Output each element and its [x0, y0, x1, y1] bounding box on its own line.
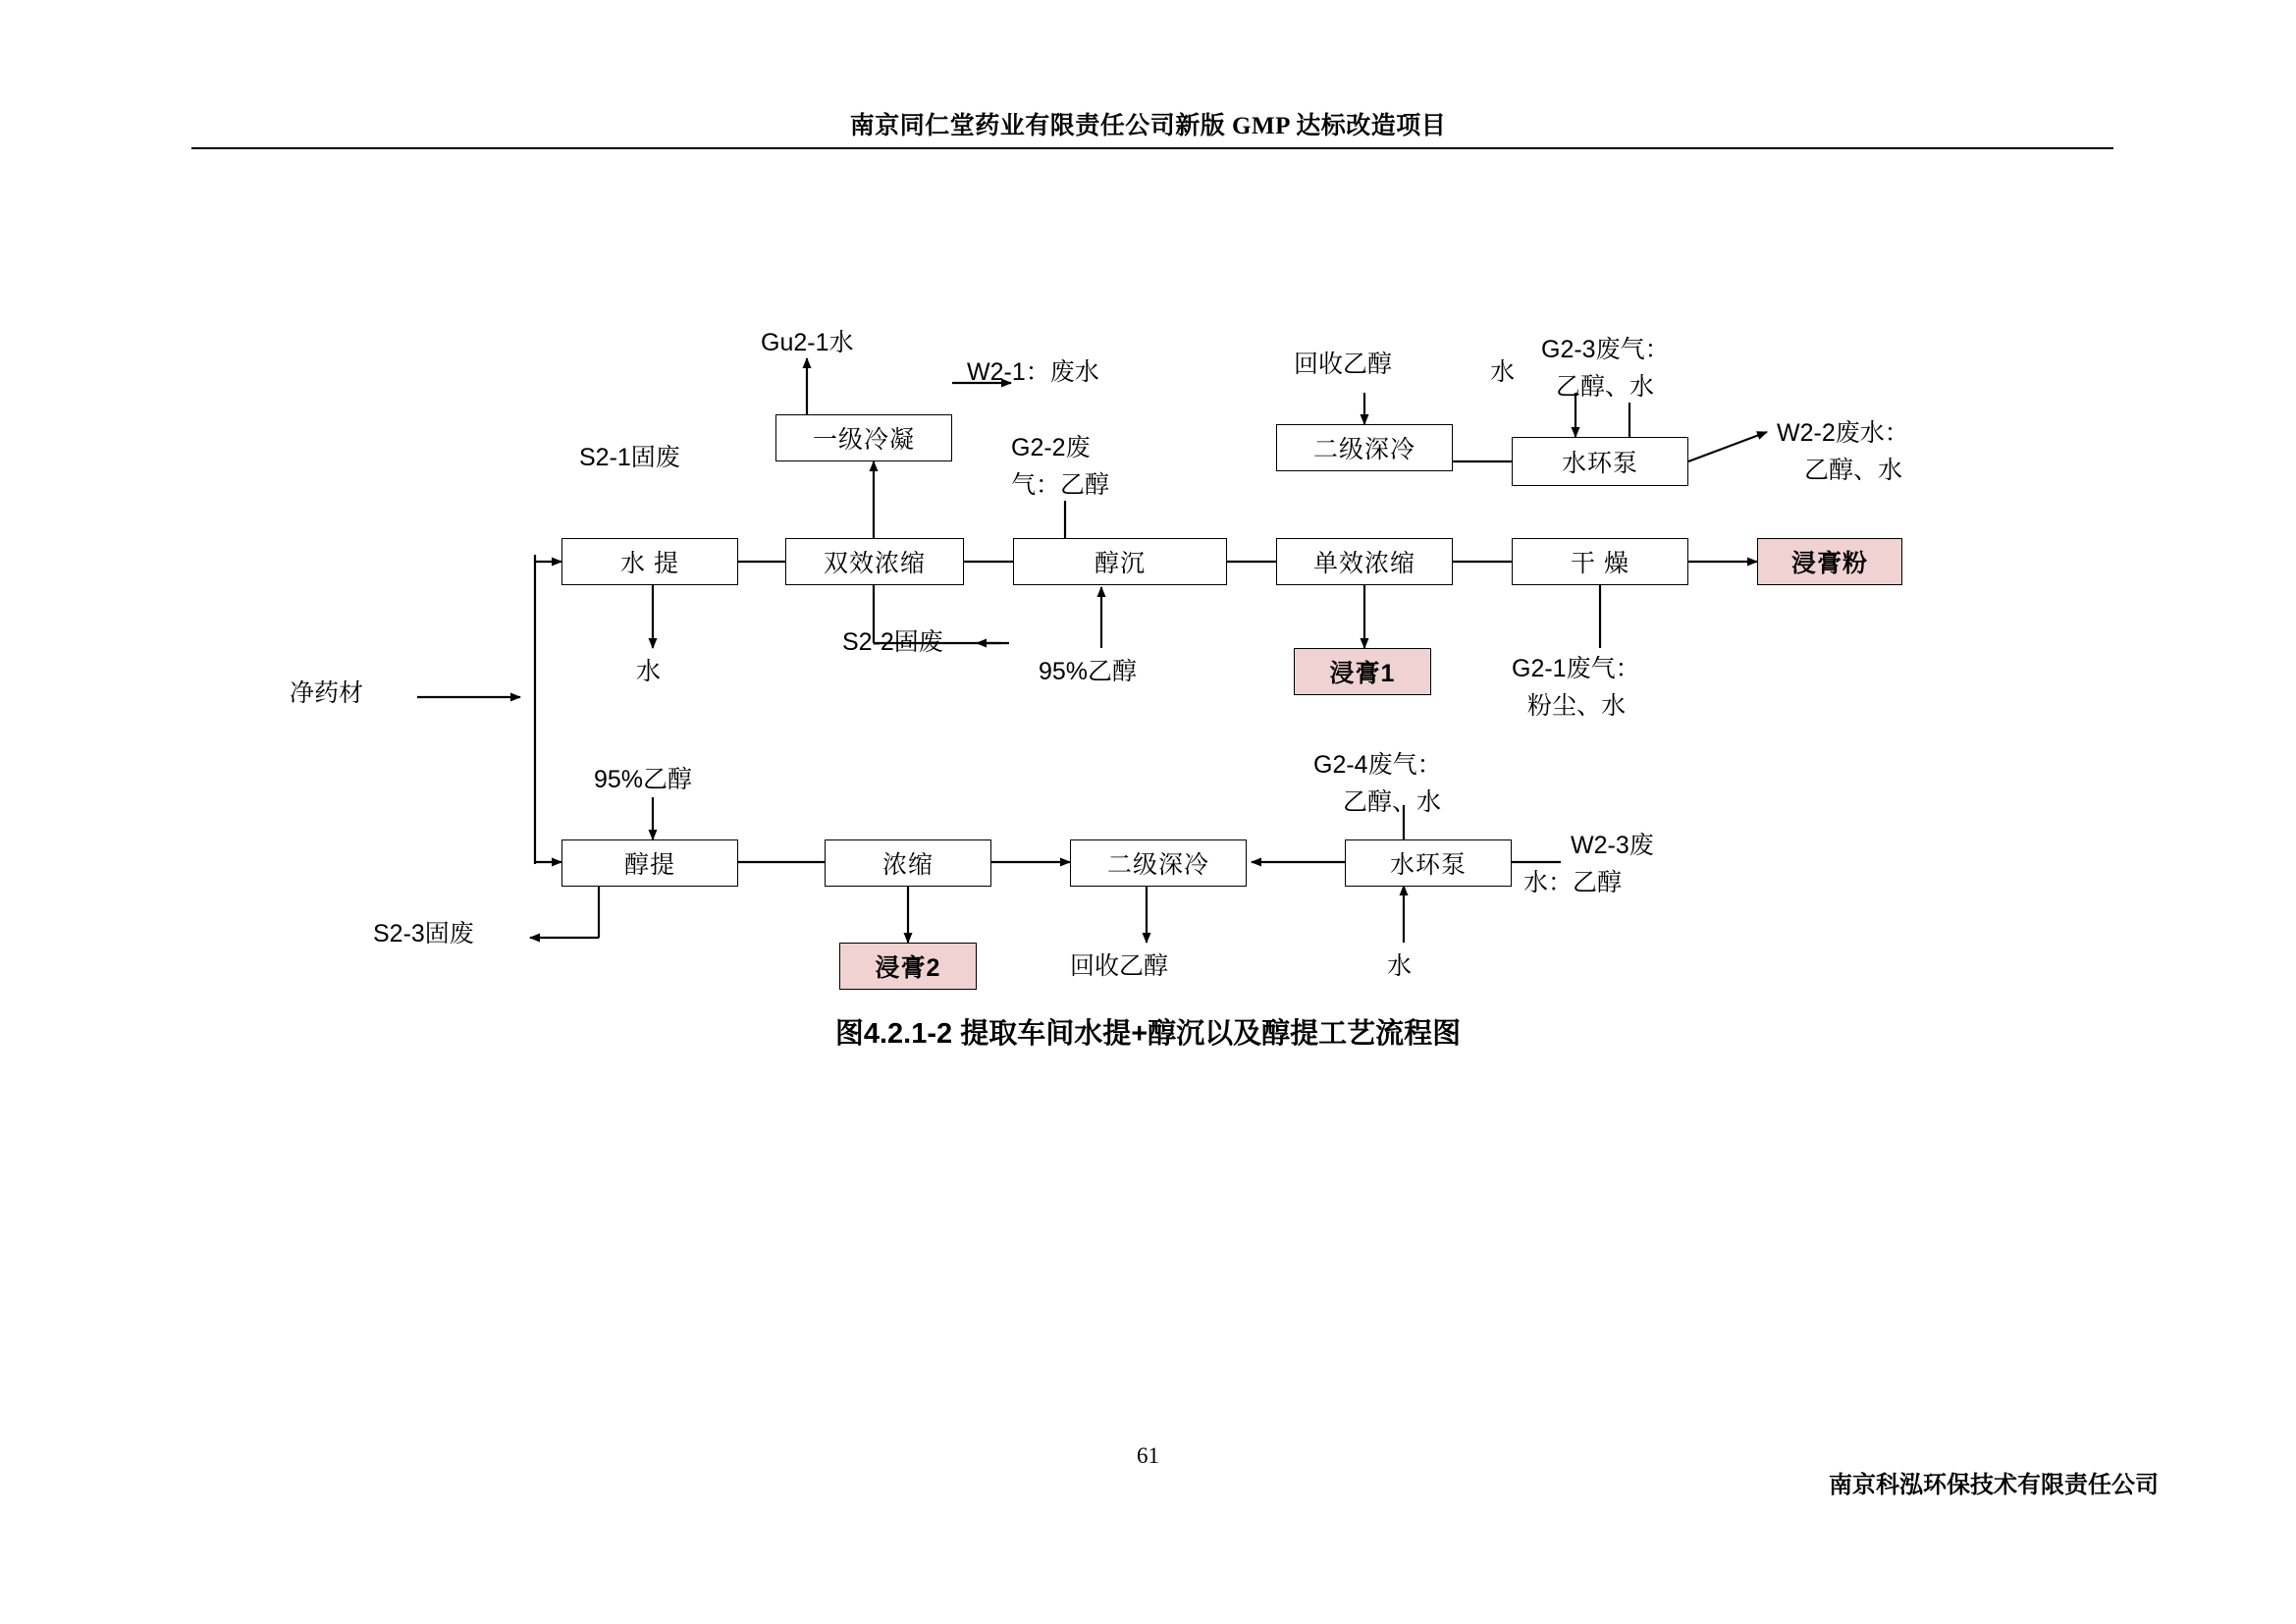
node-secondary-cryocooler-bottom[interactable]: 二级深冷 [1070, 839, 1247, 887]
label-g2-3-line1: G2-3废气： [1541, 336, 1670, 363]
node-extract-2[interactable]: 浸膏2 [839, 943, 977, 990]
label-w2-2-line2: 乙醇、水 [1804, 457, 1903, 484]
label-w2-3-line2: 水：乙醇 [1523, 869, 1623, 896]
label-s2-3: S2-3固废 [373, 920, 474, 947]
label-g2-4-line2: 乙醇、水 [1343, 788, 1442, 816]
label-g2-1-line1: G2-1废气： [1512, 655, 1640, 682]
label-ethanol-95-chunchen: 95%乙醇 [1039, 658, 1138, 685]
node-primary-condenser[interactable]: 一级冷凝 [775, 414, 952, 461]
page-number: 61 [1137, 1443, 1159, 1468]
footer-company: 南京科泓环保技术有限责任公司 [1829, 1473, 2159, 1498]
label-w2-3-line1: W2-3废 [1571, 832, 1654, 859]
label-s2-1: S2-1固废 [579, 444, 680, 471]
label-raw-material: 净药材 [290, 679, 364, 707]
label-water-shuiti: 水 [636, 658, 662, 685]
node-double-effect-concentration[interactable]: 双效浓缩 [785, 538, 964, 585]
node-extract-1[interactable]: 浸膏1 [1294, 648, 1431, 695]
node-alcohol-precipitation[interactable]: 醇沉 [1013, 538, 1227, 585]
node-shuiti[interactable]: 水 提 [561, 538, 738, 585]
node-alcohol-extraction[interactable]: 醇提 [561, 839, 738, 887]
label-recovered-ethanol-top: 回收乙醇 [1294, 351, 1393, 378]
node-extract-powder[interactable]: 浸膏粉 [1757, 538, 1902, 585]
label-g2-4-line1: G2-4废气： [1313, 751, 1442, 779]
label-recovered-ethanol-bottom: 回收乙醇 [1070, 952, 1169, 980]
label-water-top: 水 [1490, 358, 1516, 386]
node-concentration[interactable]: 浓缩 [825, 839, 991, 887]
label-w2-1: W2-1：废水 [967, 358, 1099, 386]
label-g2-1-line2: 粉尘、水 [1527, 692, 1627, 720]
page-header-title: 南京同仁堂药业有限责任公司新版 GMP 达标改造项目 [849, 113, 1447, 139]
node-water-ring-pump-top[interactable]: 水环泵 [1512, 437, 1688, 486]
label-water-bottom: 水 [1387, 952, 1413, 980]
label-gu2-1: Gu2-1水 [761, 329, 854, 356]
figure-caption: 图4.2.1-2 提取车间水提+醇沉以及醇提工艺流程图 [834, 1018, 1462, 1050]
label-w2-2-line1: W2-2废水： [1777, 419, 1909, 447]
header-divider [191, 147, 2113, 149]
node-single-effect-concentration[interactable]: 单效浓缩 [1276, 538, 1453, 585]
label-g2-2-line1: G2-2废 [1011, 434, 1091, 461]
node-water-ring-pump-bottom[interactable]: 水环泵 [1345, 839, 1512, 887]
node-drying[interactable]: 干 燥 [1512, 538, 1688, 585]
label-g2-3-line2: 乙醇、水 [1556, 373, 1655, 401]
node-secondary-cryocooler-top[interactable]: 二级深冷 [1276, 424, 1453, 471]
label-ethanol-95-chunti: 95%乙醇 [594, 766, 693, 793]
label-s2-2: S2-2固废 [842, 628, 943, 656]
label-g2-2-line2: 气：乙醇 [1011, 471, 1110, 499]
